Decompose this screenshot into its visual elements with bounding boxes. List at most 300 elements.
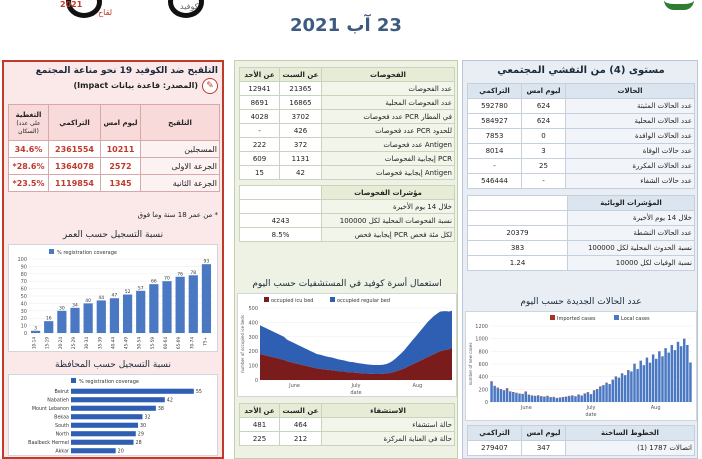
- epidemic-level-title: مستوى (4) من التفشي المجتمعي: [497, 65, 665, 76]
- col-vaccination: التلقيح: [141, 105, 220, 141]
- gov-label: Nabatieh: [47, 398, 69, 404]
- age-bar: [176, 277, 185, 333]
- local-case-bar: [615, 377, 617, 402]
- table-row: [9, 105, 220, 141]
- y-tick-label: 400: [248, 320, 258, 327]
- x-tick-label: June: [520, 405, 532, 411]
- local-case-bar: [556, 398, 558, 402]
- legend-label: occupied icu bed: [271, 298, 314, 304]
- col-saturday: عن السبت: [280, 404, 322, 418]
- cell: 12941: [240, 82, 280, 96]
- local-case-bar: [577, 395, 579, 402]
- tests-table: [239, 67, 455, 180]
- age-bar: [162, 281, 171, 333]
- y-tick-label: 800: [478, 349, 488, 356]
- local-case-bar: [593, 391, 595, 402]
- row-label: عدد الحالات المحلية: [566, 114, 695, 129]
- cell: 347: [522, 441, 566, 456]
- row-label: عدد فحوصات PCR في المطار: [322, 110, 455, 124]
- cell: -: [468, 159, 522, 174]
- test-indicators-header: مؤشرات الفحوصات: [322, 186, 455, 200]
- local-case-bar: [680, 346, 682, 402]
- gov-bar: [71, 423, 138, 428]
- vaccination-panel: [2, 60, 224, 459]
- hospital-table: [239, 403, 455, 446]
- cell: -: [240, 124, 280, 138]
- table-row: [9, 175, 220, 192]
- gov-bar: [71, 406, 156, 411]
- row-label: إيجابية فحوصات Antigen: [322, 166, 455, 180]
- legend-swatch: [71, 378, 76, 383]
- local-case-bar: [584, 394, 586, 402]
- col-yesterday: ليوم امس: [101, 105, 141, 141]
- bar-value-label: 44: [98, 295, 105, 301]
- bar-value-label: 38: [157, 406, 164, 412]
- col-hotlines: الخطوط الساخنة: [566, 426, 695, 441]
- col-saturday: عن السبت: [280, 68, 322, 82]
- local-case-bar: [531, 396, 533, 402]
- gov-label: Bekaa: [54, 415, 69, 421]
- table-row: [468, 129, 695, 144]
- age-bar: [97, 300, 106, 333]
- col-sunday: عن الأحد: [240, 68, 280, 82]
- x-axis-label: date: [350, 390, 362, 396]
- local-case-bar: [612, 380, 614, 402]
- cell: *28.6%: [9, 158, 49, 175]
- cell: 222: [240, 138, 280, 152]
- x-tick-label: 70-74: [189, 337, 195, 350]
- x-tick-label: 60-64: [163, 337, 168, 350]
- local-case-bar: [671, 345, 673, 402]
- table-row: [468, 174, 695, 189]
- row-label: عدد الحالات المثبتة: [566, 99, 695, 114]
- bar-value-label: 30: [58, 306, 65, 312]
- col-hospital: الاستشفاء: [322, 404, 455, 418]
- test-indicators-table: [239, 185, 455, 242]
- indicators-subheader: خلال 14 يوم الأخيرة: [568, 211, 695, 226]
- gov-label: Beirut: [54, 389, 69, 395]
- bar-value-label: 28: [135, 440, 142, 446]
- age-svg: [9, 245, 219, 353]
- table-row: [468, 211, 695, 226]
- local-case-bar: [621, 374, 623, 403]
- cell: 3: [522, 144, 566, 159]
- local-case-bar: [497, 388, 499, 402]
- x-tick-label: July: [351, 383, 361, 389]
- local-case-bar: [552, 397, 554, 402]
- epidemic-panel: [462, 60, 698, 459]
- table-row: [468, 114, 695, 129]
- local-case-bar: [574, 397, 576, 402]
- cell: 8.5%: [240, 228, 322, 242]
- legend-label: Local cases: [621, 316, 650, 322]
- imported-case-bar: [506, 388, 508, 389]
- row-label: نسبة الفحوصات المحلية لكل 100000: [322, 214, 455, 228]
- cedar-icon: [664, 0, 694, 10]
- cell: 584927: [468, 114, 522, 129]
- local-case-bar: [509, 392, 511, 402]
- local-case-bar: [580, 396, 582, 402]
- imported-case-bar: [490, 381, 492, 382]
- bar-value-label: 57: [137, 286, 144, 292]
- bar-value-label: 29: [137, 432, 144, 438]
- local-case-bar: [518, 394, 520, 402]
- coverage-label: التغطية: [15, 110, 42, 119]
- row-label: عدد الفحوصات المحلية: [322, 96, 455, 110]
- y-tick-label: 40: [20, 301, 27, 308]
- bar-value-label: 32: [144, 415, 151, 421]
- cases-table-header: [468, 84, 695, 99]
- y-tick-label: 400: [478, 374, 488, 381]
- cell: 0: [522, 129, 566, 144]
- y-tick-label: 60: [20, 286, 27, 293]
- local-case-bar: [649, 363, 651, 402]
- row-label: الجرعة الاولى: [141, 158, 220, 175]
- cell: 609: [240, 152, 280, 166]
- col-yesterday: ليوم امس: [522, 84, 566, 99]
- local-case-bar: [587, 393, 589, 403]
- table-row: [240, 186, 455, 200]
- age-bar: [44, 321, 53, 333]
- x-tick-label: 30-34: [84, 337, 90, 350]
- table-row: [240, 96, 455, 110]
- cell: 464: [280, 418, 322, 432]
- local-case-bar: [643, 365, 645, 402]
- bar-value-label: 42: [166, 398, 173, 404]
- y-tick-label: 300: [248, 334, 258, 341]
- local-case-bar: [515, 393, 517, 402]
- bar-value-label: 55: [195, 389, 202, 395]
- local-case-bar: [512, 393, 514, 403]
- cell: 10211: [101, 141, 141, 158]
- imported-case-bar: [509, 391, 511, 392]
- bar-value-label: 40: [85, 298, 92, 304]
- y-tick-label: 0: [23, 331, 27, 337]
- row-label: عدد الحالات النشطة: [568, 226, 695, 241]
- table-row: [240, 138, 455, 152]
- age-bar: [123, 295, 132, 333]
- cell: 1.24: [468, 256, 568, 271]
- local-case-bar: [686, 345, 688, 402]
- local-case-bar: [537, 396, 539, 402]
- cell: 3702: [280, 110, 322, 124]
- col-tests: الفحوصات: [322, 68, 455, 82]
- gov-bar: [71, 397, 165, 402]
- y-tick-label: 100: [17, 257, 27, 263]
- x-tick-label: Aug: [412, 383, 423, 389]
- cell: 279407: [468, 441, 522, 456]
- row-label: عدد فحوصات Antigen: [322, 138, 455, 152]
- row-label: حالة استشفاء: [322, 418, 455, 432]
- new-cases-chart: [465, 311, 697, 421]
- cell: 383: [468, 241, 568, 256]
- age-bar: [84, 303, 93, 333]
- local-case-bar: [506, 389, 508, 402]
- logo-tag-covid: كوفيد: [180, 2, 199, 11]
- legend-label: occupied regular bed: [337, 298, 391, 304]
- x-tick-label: 10-14: [31, 337, 37, 350]
- age-bar: [149, 284, 158, 333]
- table-row: [468, 159, 695, 174]
- y-tick-label: 200: [478, 387, 488, 394]
- table-row: [240, 200, 455, 214]
- local-case-bar: [571, 396, 573, 402]
- y-tick-label: 90: [20, 264, 27, 271]
- gov-label: South: [55, 423, 69, 429]
- table-row: [240, 166, 455, 180]
- bar-value-label: 93: [203, 259, 210, 265]
- cell: 1345: [101, 175, 141, 192]
- legend-swatch: [550, 315, 555, 320]
- cell: 481: [240, 418, 280, 432]
- gov-bar: [71, 448, 116, 453]
- x-tick-label: 35-39: [97, 337, 103, 350]
- x-tick-label: 25-29: [71, 337, 76, 350]
- local-case-bar: [639, 361, 641, 402]
- local-case-bar: [493, 386, 495, 402]
- cell: 546444: [468, 174, 522, 189]
- local-case-bar: [565, 397, 567, 402]
- local-case-bar: [596, 389, 598, 402]
- col-coverage: [9, 105, 49, 141]
- bar-value-label: 16: [45, 316, 52, 322]
- gov-bar: [71, 431, 136, 436]
- imported-case-bar: [577, 395, 579, 396]
- imported-case-bar: [546, 396, 548, 397]
- cases-table: [467, 83, 695, 189]
- table-row: [468, 426, 695, 441]
- bar-value-label: 47: [111, 293, 118, 299]
- y-axis-label: number of occupied ice beds: [240, 315, 245, 373]
- table-row: [468, 241, 695, 256]
- gov-bar: [71, 414, 142, 419]
- local-case-bar: [633, 364, 635, 402]
- logo-tag-year: 2021: [60, 0, 83, 9]
- imported-case-bar: [534, 396, 536, 397]
- bar-value-label: 70: [164, 276, 170, 282]
- local-case-bar: [661, 356, 663, 402]
- x-tick-label: 45-49: [123, 337, 129, 350]
- x-tick-label: June: [289, 383, 301, 389]
- y-tick-label: 0: [484, 400, 488, 406]
- cell: 42: [280, 166, 322, 180]
- row-label: عدد الحالات الوافدة: [566, 129, 695, 144]
- row-label: عدد الحالات المكررة: [566, 159, 695, 174]
- cell: 1131: [280, 152, 322, 166]
- age-chart-title: نسبة التسجيل حسب العمر: [62, 230, 164, 240]
- table-row: [240, 214, 455, 228]
- cell: 8014: [468, 144, 522, 159]
- gov-chart-title: نسبة التسجيل حسب المحافظة: [55, 360, 171, 370]
- bar-value-label: 3: [34, 326, 38, 332]
- local-case-bar: [562, 398, 564, 402]
- table-row: [240, 404, 455, 418]
- new-cases-chart-title: عدد الحالات الجديدة حسب اليوم: [520, 297, 642, 307]
- page-date: 23 آب 2021: [290, 15, 402, 36]
- gov-label: Akkar: [55, 449, 69, 455]
- cell: 592780: [468, 99, 522, 114]
- vaccination-title: التلقيح ضد الكوفيد 19 نحو مناعة المجتمع: [35, 66, 218, 76]
- bar-value-label: 20: [117, 449, 124, 455]
- table-row: [468, 144, 695, 159]
- vaccination-table: [8, 104, 220, 192]
- row-label: عدد حالات الشفاء: [566, 174, 695, 189]
- age-bar: [202, 264, 211, 333]
- legend-label: Imported cases: [557, 316, 596, 322]
- cell: 4028: [240, 110, 280, 124]
- row-label: حالة في العناية المركزة: [322, 432, 455, 446]
- row-label: عدد الفحوصات: [322, 82, 455, 96]
- new-cases-svg: [466, 312, 698, 422]
- table-row: [468, 99, 695, 114]
- beds-svg: [238, 294, 458, 398]
- local-case-bar: [546, 396, 548, 402]
- y-tick-label: 1000: [475, 336, 488, 343]
- local-case-bar: [599, 387, 601, 402]
- table-row: [240, 82, 455, 96]
- cell: [468, 211, 568, 226]
- row-label: الجرعة الثانية: [141, 175, 220, 192]
- x-tick-label: 20-24: [57, 337, 63, 350]
- row-label: إيجابية فحص PCR لكل مئة فحص: [322, 228, 455, 242]
- cell: 8691: [240, 96, 280, 110]
- local-case-bar: [605, 383, 607, 402]
- age-bar: [110, 298, 119, 333]
- col-cumulative: التراكمي: [468, 426, 522, 441]
- local-case-bar: [500, 389, 502, 402]
- cell: 624: [522, 99, 566, 114]
- cell: 20379: [468, 226, 568, 241]
- y-tick-label: 20: [20, 316, 27, 323]
- age-note: * من عمر 18 سنة وما فوق: [137, 211, 218, 219]
- local-case-bar: [683, 339, 685, 402]
- local-case-bar: [540, 397, 542, 402]
- age-bar: [57, 311, 66, 333]
- local-case-bar: [521, 394, 523, 402]
- table-row: [468, 441, 695, 456]
- local-case-bar: [524, 392, 526, 402]
- bar-value-label: 66: [150, 279, 157, 285]
- cell: 25: [522, 159, 566, 174]
- table-row: [468, 196, 695, 211]
- cell: 225: [240, 432, 280, 446]
- cell: 2361554: [49, 141, 101, 158]
- local-case-bar: [528, 395, 530, 402]
- table-row: [468, 226, 695, 241]
- cell: [240, 200, 322, 214]
- local-case-bar: [608, 384, 610, 402]
- legend-swatch: [264, 297, 269, 302]
- local-case-bar: [655, 359, 657, 402]
- x-tick-label: 40-44: [110, 337, 116, 350]
- y-tick-label: 30: [20, 308, 27, 315]
- table-row: [468, 256, 695, 271]
- table-row: [9, 158, 220, 175]
- x-tick-label: 15-19: [44, 337, 50, 350]
- y-tick-label: 0: [254, 378, 258, 384]
- test-indicators-subheader: خلال 14 يوم الأخيرة: [322, 200, 455, 214]
- cell: 426: [280, 124, 322, 138]
- cell: 4243: [240, 214, 322, 228]
- vaccination-source: (المصدر: قاعدة بيانات Impact): [73, 81, 198, 90]
- x-tick-label: 75+: [202, 337, 208, 346]
- coverage-sublabel: (على عدد السكان): [16, 119, 41, 135]
- cell: 15: [240, 166, 280, 180]
- age-chart: [8, 244, 218, 352]
- bar-value-label: 34: [72, 303, 78, 309]
- imported-case-bar: [562, 397, 564, 398]
- local-case-bar: [646, 358, 648, 402]
- local-case-bar: [568, 396, 570, 402]
- local-case-bar: [624, 375, 626, 402]
- table-row: [240, 152, 455, 166]
- col-yesterday: ليوم امس: [522, 426, 566, 441]
- gov-bar: [71, 389, 194, 394]
- cell: [240, 186, 322, 200]
- cell: 624: [522, 114, 566, 129]
- age-bar: [136, 291, 145, 333]
- bar-value-label: 30: [140, 423, 147, 429]
- table-row: [240, 418, 455, 432]
- local-case-bar: [534, 396, 536, 402]
- cell: 212: [280, 432, 322, 446]
- x-tick-label: 65-69: [176, 337, 182, 350]
- x-tick-label: 50-54: [136, 337, 142, 350]
- legend-swatch: [49, 249, 54, 254]
- table-row: [240, 228, 455, 242]
- y-tick-label: 100: [248, 363, 258, 370]
- table-row: [240, 68, 455, 82]
- gov-label: Mount Lebanon: [31, 406, 69, 412]
- local-case-bar: [503, 391, 505, 402]
- col-cumulative: التراكمي: [468, 84, 522, 99]
- logo-tag-vaccine: لقاح: [98, 8, 113, 17]
- indicators-table: [467, 195, 695, 271]
- local-case-bar: [689, 362, 691, 402]
- hotline-table: [467, 425, 695, 456]
- local-case-bar: [627, 370, 629, 402]
- cell: 34.6%: [9, 141, 49, 158]
- beds-chart-title: استعمال أسرة كوفيد في المستشفيات حسب اليوم: [252, 279, 442, 289]
- local-case-bar: [559, 398, 561, 402]
- y-tick-label: 10: [20, 323, 27, 330]
- local-case-bar: [636, 369, 638, 402]
- table-row: [9, 141, 220, 158]
- cell: *23.5%: [9, 175, 49, 192]
- imported-case-bar: [537, 395, 539, 396]
- age-bar: [189, 275, 198, 333]
- local-case-bar: [602, 386, 604, 402]
- bar-value-label: 78: [190, 270, 197, 276]
- row-label: إيجابية الفحوصات PCR: [322, 152, 455, 166]
- row-label: نسبة الوفيات لكل 10000: [568, 256, 695, 271]
- x-tick-label: Aug: [650, 405, 661, 411]
- cell: 21365: [280, 82, 322, 96]
- gov-label: Baalbeck Hermel: [28, 440, 69, 446]
- imported-case-bar: [521, 394, 523, 395]
- legend-swatch: [614, 315, 619, 320]
- vaccine-logo: [60, 0, 199, 22]
- local-case-bar: [543, 397, 545, 402]
- age-bar: [70, 308, 79, 333]
- y-tick-label: 200: [248, 349, 258, 356]
- cell: 1119854: [49, 175, 101, 192]
- local-case-bar: [490, 382, 492, 402]
- row-label: نسبة الحدوث المحلية لكل 100000: [568, 241, 695, 256]
- x-axis-label: date: [585, 412, 597, 418]
- cell: 16865: [280, 96, 322, 110]
- cell: 372: [280, 138, 322, 152]
